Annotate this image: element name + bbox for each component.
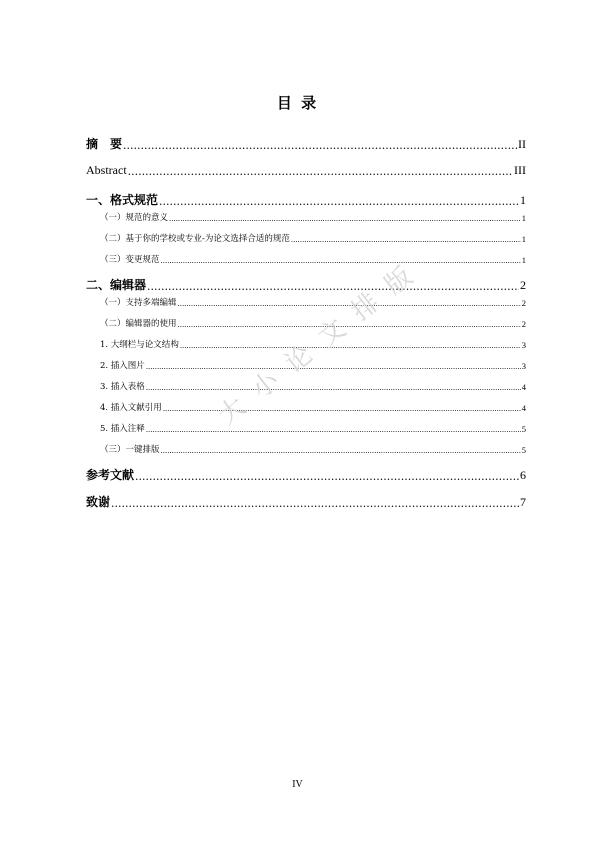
toc-entry-page: 1 (521, 255, 526, 265)
toc-entry-page: 1 (521, 234, 526, 244)
toc-entry-acknowledgements[interactable] (86, 493, 526, 510)
toc-entry-page: 6 (520, 468, 526, 482)
toc-entry-label: （三）一键排版 (100, 445, 160, 455)
toc-entry-section-1-1[interactable] (86, 211, 526, 223)
toc-entry-section-2-3[interactable] (86, 443, 526, 455)
toc-leader-dots (291, 236, 521, 244)
toc-entry-page: 2 (520, 278, 526, 292)
toc-entry-page: 3 (521, 340, 526, 350)
toc-entry-page: II (518, 137, 526, 151)
toc-entry-chapter-1[interactable] (86, 191, 526, 208)
toc-entry-references[interactable] (86, 466, 526, 483)
toc-entry-page: III (514, 163, 526, 177)
toc-leader-dots (146, 384, 521, 392)
toc-leader-dots (147, 280, 519, 293)
toc-entry-page: 1 (520, 193, 526, 207)
toc-entry-label: 参考文献 (86, 468, 135, 482)
toc-entry-label: 3. 插入表格 (100, 382, 145, 392)
toc-leader-dots (161, 447, 521, 455)
toc-entry-page: 1 (521, 213, 526, 223)
toc-entry-label: （三）变更规范 (100, 255, 160, 265)
toc-entry-page: 2 (521, 298, 526, 308)
toc-entry-label: 摘 要 (86, 137, 123, 151)
toc-leader-dots (135, 470, 519, 483)
toc-entry-page: 5 (521, 424, 526, 434)
toc-entry-subsection-3[interactable] (86, 380, 526, 392)
toc-entry-label: （二）基于你的学校或专业-为论文选择合适的规范 (100, 234, 290, 244)
toc-entry-section-1-3[interactable] (86, 253, 526, 265)
toc-entry-page: 7 (520, 495, 526, 509)
toc-entry-abstract-en[interactable] (86, 163, 526, 178)
toc-entry-subsection-5[interactable] (86, 422, 526, 434)
toc-entry-label: （一）规范的意义 (100, 213, 169, 223)
toc-leader-dots (169, 215, 521, 223)
toc-entry-page: 4 (521, 403, 526, 413)
toc-leader-dots (159, 195, 519, 208)
toc-entry-section-2-1[interactable] (86, 296, 526, 308)
toc-entry-label: 一、格式规范 (86, 193, 159, 207)
toc-leader-dots (128, 165, 513, 178)
page-number-footer: IV (292, 779, 303, 790)
watermark: 大 小 论 文 排 版 (212, 258, 422, 432)
toc-entry-label: 5. 插入注释 (100, 424, 145, 434)
toc-entry-label: 4. 插入文献引用 (100, 403, 162, 413)
toc-entry-page: 2 (521, 319, 526, 329)
toc-entry-label: 二、编辑器 (86, 278, 147, 292)
toc-leader-dots (180, 342, 521, 350)
toc-leader-dots (146, 426, 521, 434)
toc-entry-chapter-2[interactable] (86, 276, 526, 293)
toc-leader-dots (123, 139, 517, 152)
toc-entry-label: Abstract (86, 163, 127, 177)
toc-entry-abstract-cn[interactable] (86, 135, 526, 152)
toc-entry-page: 3 (521, 361, 526, 371)
toc-entry-label: 1. 大纲栏与论文结构 (100, 340, 179, 350)
toc-leader-dots (146, 363, 521, 371)
toc-entry-label: 致谢 (86, 495, 111, 509)
toc-entry-page: 5 (521, 445, 526, 455)
toc-entry-subsection-4[interactable] (86, 401, 526, 413)
page-title: 目 录 (276, 94, 319, 112)
toc-leader-dots (111, 497, 519, 510)
toc-entry-page: 4 (521, 382, 526, 392)
toc-entry-label: （一）支持多端编辑 (100, 298, 177, 308)
toc-entry-label: （二）编辑器的使用 (100, 319, 177, 329)
toc-entry-section-1-2[interactable] (86, 232, 526, 244)
toc-entry-label: 2. 插入图片 (100, 361, 145, 371)
toc-leader-dots (161, 257, 521, 265)
